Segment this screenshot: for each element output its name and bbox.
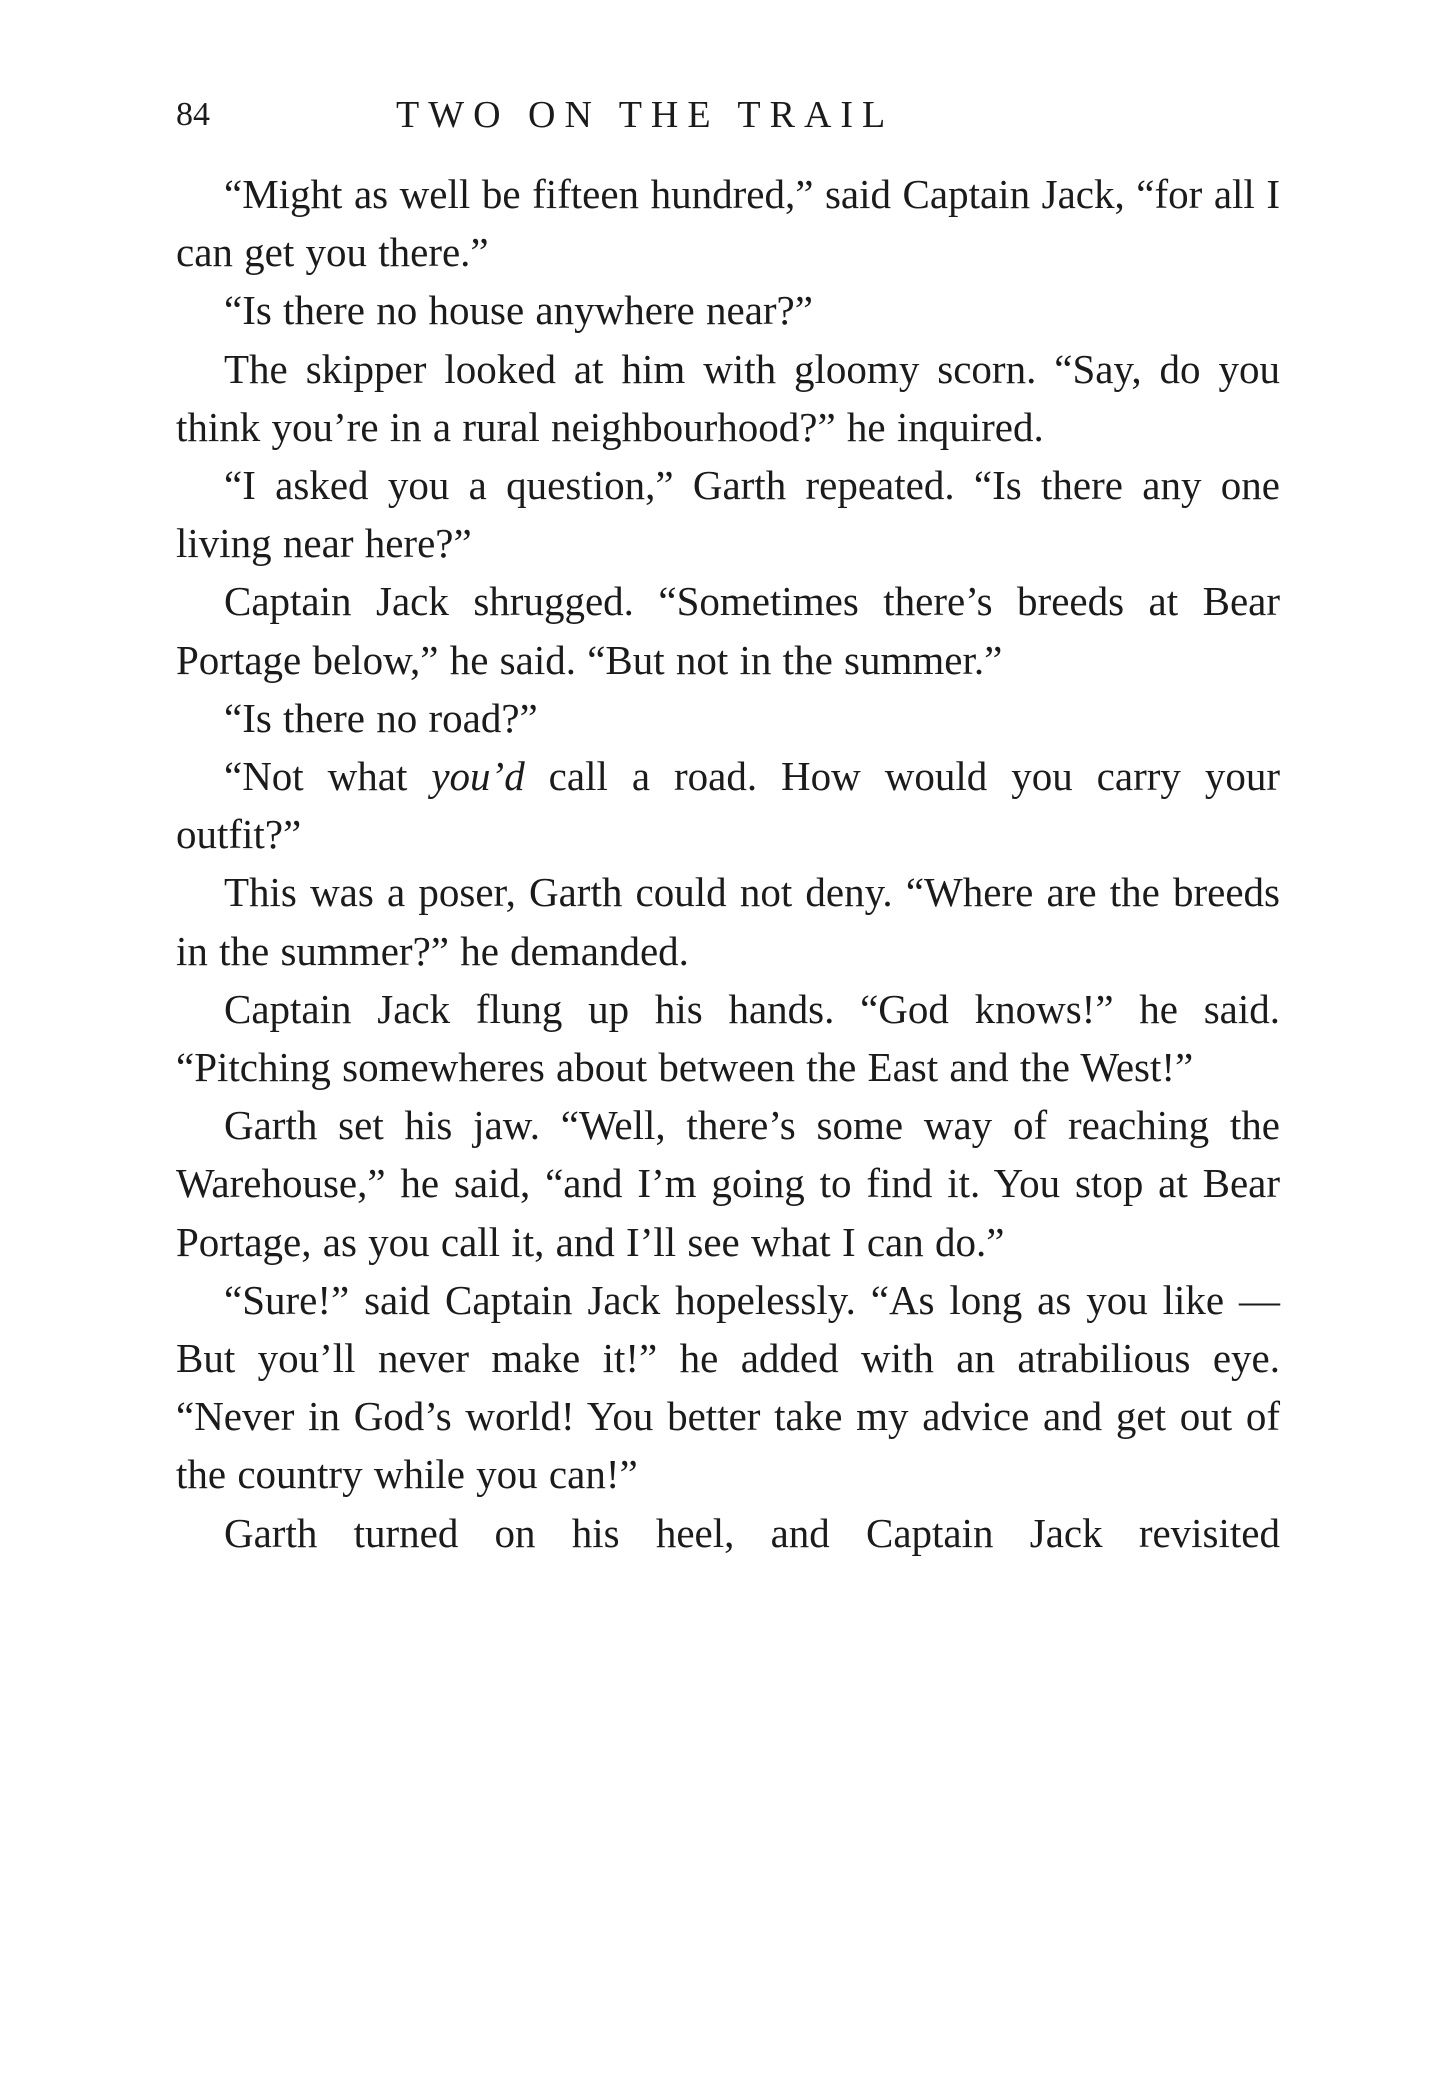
paragraph: Captain Jack shrugged. “Sometimes there’s breeds at Bear Portage below,” he said. “But not in the summer.” [176,578,1280,683]
paragraph: “Might as well be fifteen hundred,” said Captain Jack, “for all I can get you there.” [176,171,1280,276]
paragraph: “I asked you a question,” Garth repeated. “Is there any one living near here?” [176,462,1280,567]
page-number: 84 [176,96,210,133]
paragraph-text: call a road. How would you carry your outfit?” [176,753,1280,858]
running-title: TWO ON THE TRAIL [396,94,895,136]
italic-emphasis: you’d [431,753,525,800]
paragraph-continued: Garth turned on his heel, and Captain Jack revisited [224,1509,1280,1556]
paragraph-text: “Not what [224,753,432,800]
running-head [176,90,1280,140]
paragraph: This was a poser, Garth could not deny. “Where are the breeds in the summer?” he demanded. [176,869,1280,974]
paragraph: Garth set his jaw. “Well, there’s some way of reaching the Warehouse,” he said, “and I’m going to find it. You stop at Bear Portage, as you call it, and I’ll see what I can do.” [176,1102,1280,1265]
paragraph: Captain Jack flung up his hands. “God knows!” he said. “Pitching somewheres about between the East and the West!” [176,985,1280,1091]
paragraph: “Is there no house anywhere near?” [224,287,813,334]
body-text [176,165,1280,1562]
paragraph: The skipper looked at him with gloomy scorn. “Say, do you think you’re in a rural neighbourhood?” he inquired. [176,345,1280,450]
paragraph [176,747,1280,863]
paragraph: “Is there no road?” [224,694,538,741]
paragraph: “Sure!” said Captain Jack hopelessly. “As long as you like — But you’ll never make it!” he added with an atrabilious eye. “Never in God’s world! You better take my advice and get out of the country while you can!” [176,1276,1280,1498]
